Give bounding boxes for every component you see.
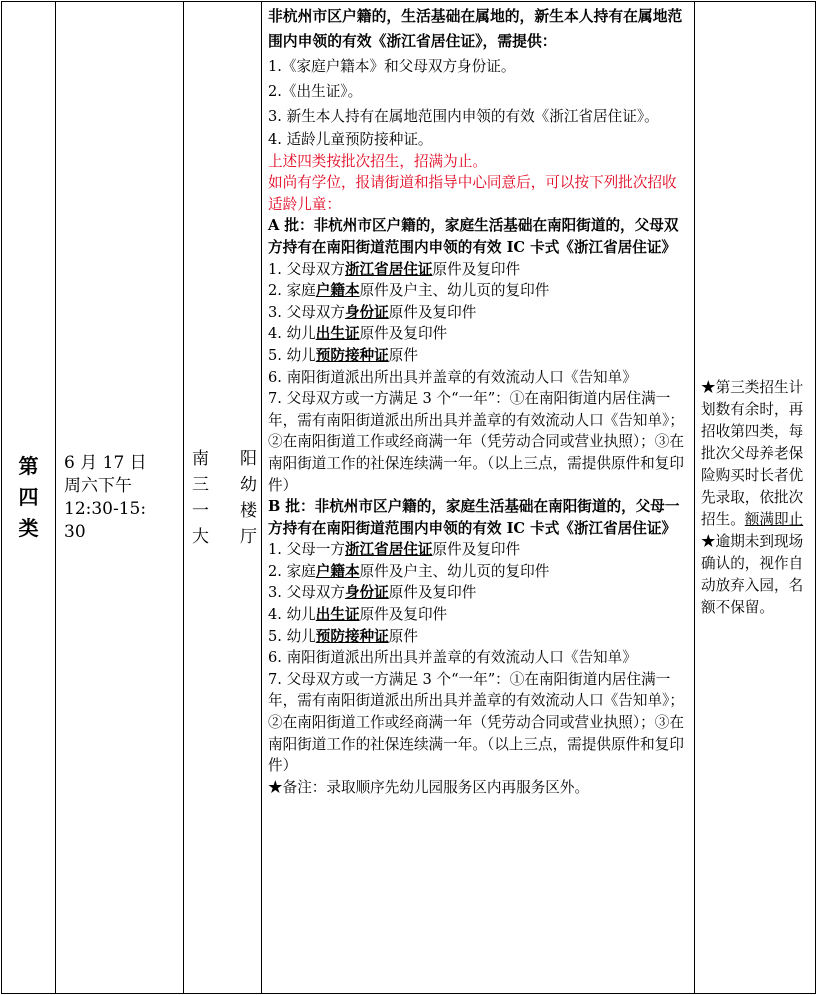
location-line-4: 大厅 — [192, 526, 257, 547]
batch-a-item-6: 6. 南阳街道派出所出具并盖章的有效流动人口《告知单》 — [268, 368, 637, 386]
category-cell — [2, 2, 56, 994]
time-line-3: 12:30-15: — [64, 498, 147, 519]
item-key-document: 身份证 — [344, 303, 389, 321]
batch-a-item-4 — [268, 323, 688, 345]
time-line-1: 6 月 17 日 — [64, 452, 147, 473]
item-key-document: 出生证 — [315, 325, 360, 343]
item-prefix: 2. 家庭 — [268, 282, 316, 300]
batch-b-item-7: 7. 父母双方或一方满足 3 个“一年”：①在南阳街道内居住满一年，需有南阳街道派出所出具并盖章的有效流动人口《告知单》；②在南阳街道工作或经商满一年（凭劳动合同或营业执照）；③在南阳街道工作的社保连续满一年。（以上三点，需提供原件和复印件） — [268, 670, 684, 775]
batch-a-item-7: 7. 父母双方或一方满足 3 个“一年”：①在南阳街道内居住满一年，需有南阳街道派出所出具并盖章的有效流动人口《告知单》；②在南阳街道工作或经商满一年（凭劳动合同或营业执照）；③在南阳街道工作的社保连续满一年。（以上三点，需提供原件和复印件） — [268, 390, 684, 494]
item-prefix: 4. 幼儿 — [268, 325, 316, 343]
time-line-2: 周六下午 — [64, 475, 132, 496]
location-line-3: 一 楼 — [192, 500, 257, 521]
location-line-2: 三 幼 — [192, 474, 257, 495]
item-prefix: 2. 家庭 — [268, 562, 316, 580]
item-key-document: 预防接种证 — [315, 627, 389, 645]
item-prefix: 4. 幼儿 — [268, 606, 316, 624]
batch-a-heading: A 批：非杭州市区户籍的，家庭生活基础在南阳街道的，父母双方持有在南阳街道范围内申领的有效 IC 卡式《浙江省居住证》 — [268, 217, 679, 256]
batch-b-item-5 — [268, 626, 688, 648]
item-key-document: 户籍本 — [315, 562, 360, 580]
item-prefix: 1. 父母一方 — [268, 541, 345, 559]
item-suffix: 原件及复印件 — [388, 303, 477, 321]
item-prefix: 5. 幼儿 — [268, 627, 316, 645]
enrollment-table — [1, 1, 816, 994]
category-label: 第四类 — [18, 454, 39, 540]
note-1-underlined: 额满即止 — [744, 510, 804, 528]
table-row — [2, 2, 816, 994]
location-cell — [184, 2, 262, 994]
batch-b-item-2 — [268, 561, 688, 583]
batch-a-item-1 — [268, 259, 688, 281]
batch-b-item-6: 6. 南阳街道派出所出具并盖章的有效流动人口《告知单》 — [268, 649, 637, 667]
batch-a-item-5 — [268, 345, 688, 367]
requirement-item: 2.《出生证》。 — [268, 83, 363, 100]
item-suffix: 原件 — [388, 627, 418, 645]
batch-b-item-3 — [268, 582, 688, 604]
item-prefix: 1. 父母双方 — [268, 260, 345, 278]
item-suffix: 原件及复印件 — [432, 260, 521, 278]
note-1-text: ★第三类招生计划数有余时，再招收第四类，每批次父母养老保险购买时长者优先录取，依批次招生。 — [701, 378, 804, 528]
item-suffix: 原件及复印件 — [359, 325, 448, 343]
batch-b-heading: B 批：非杭州市区户籍的，家庭生活基础在南阳街道的，父母一方持有在南阳街道范围内申领的有效 IC 卡式《浙江省居住证》 — [268, 498, 680, 537]
item-key-document: 预防接种证 — [315, 346, 389, 364]
batch-a-item-2 — [268, 280, 688, 302]
requirement-item: 4. 适龄儿童预防接种证。 — [268, 131, 433, 148]
batch-extra-notice: 如尚有学位，报请街道和指导中心同意后，可以按下列批次招收适龄儿童： — [268, 174, 677, 213]
item-key-document: 浙江省居住证 — [344, 541, 433, 559]
item-suffix: 原件及复印件 — [359, 606, 448, 624]
item-prefix: 3. 父母双方 — [268, 584, 345, 602]
requirements-heading: 非杭州市区户籍的，生活基础在属地的，新生本人持有在属地范围内申领的有效《浙江省居住证》，需提供： — [268, 8, 683, 50]
item-key-document: 户籍本 — [315, 282, 360, 300]
item-prefix: 5. 幼儿 — [268, 346, 316, 364]
item-key-document: 浙江省居住证 — [344, 260, 433, 278]
notes-cell — [695, 2, 816, 994]
item-suffix: 原件及复印件 — [388, 584, 477, 602]
batch-b-item-1 — [268, 539, 688, 561]
item-suffix: 原件及户主、幼儿页的复印件 — [359, 562, 550, 580]
requirements-cell — [262, 2, 695, 994]
item-key-document: 出生证 — [315, 606, 360, 624]
item-suffix: 原件 — [388, 346, 418, 364]
requirement-item: 3. 新生本人持有在属地范围内申领的有效《浙江省居住证》。 — [268, 108, 659, 125]
item-prefix: 3. 父母双方 — [268, 303, 345, 321]
time-cell — [56, 2, 184, 994]
batch-notice: 上述四类按批次招生，招满为止。 — [268, 152, 487, 170]
item-key-document: 身份证 — [344, 584, 389, 602]
item-suffix: 原件及复印件 — [432, 541, 521, 559]
time-line-4: 30 — [64, 521, 86, 542]
requirement-item: 1.《家庭户籍本》和父母双方身份证。 — [268, 58, 516, 75]
location-line-1: 南 阳 — [192, 448, 257, 469]
note-1 — [701, 377, 809, 531]
batch-b-item-4 — [268, 604, 688, 626]
batch-a-item-3 — [268, 302, 688, 324]
item-suffix: 原件及户主、幼儿页的复印件 — [359, 282, 550, 300]
note-2: ★逾期未到现场确认的，视作自动放弃入园，名额不保留。 — [701, 532, 804, 616]
remark: ★备注：录取顺序先幼儿园服务区内再服务区外。 — [268, 778, 590, 796]
